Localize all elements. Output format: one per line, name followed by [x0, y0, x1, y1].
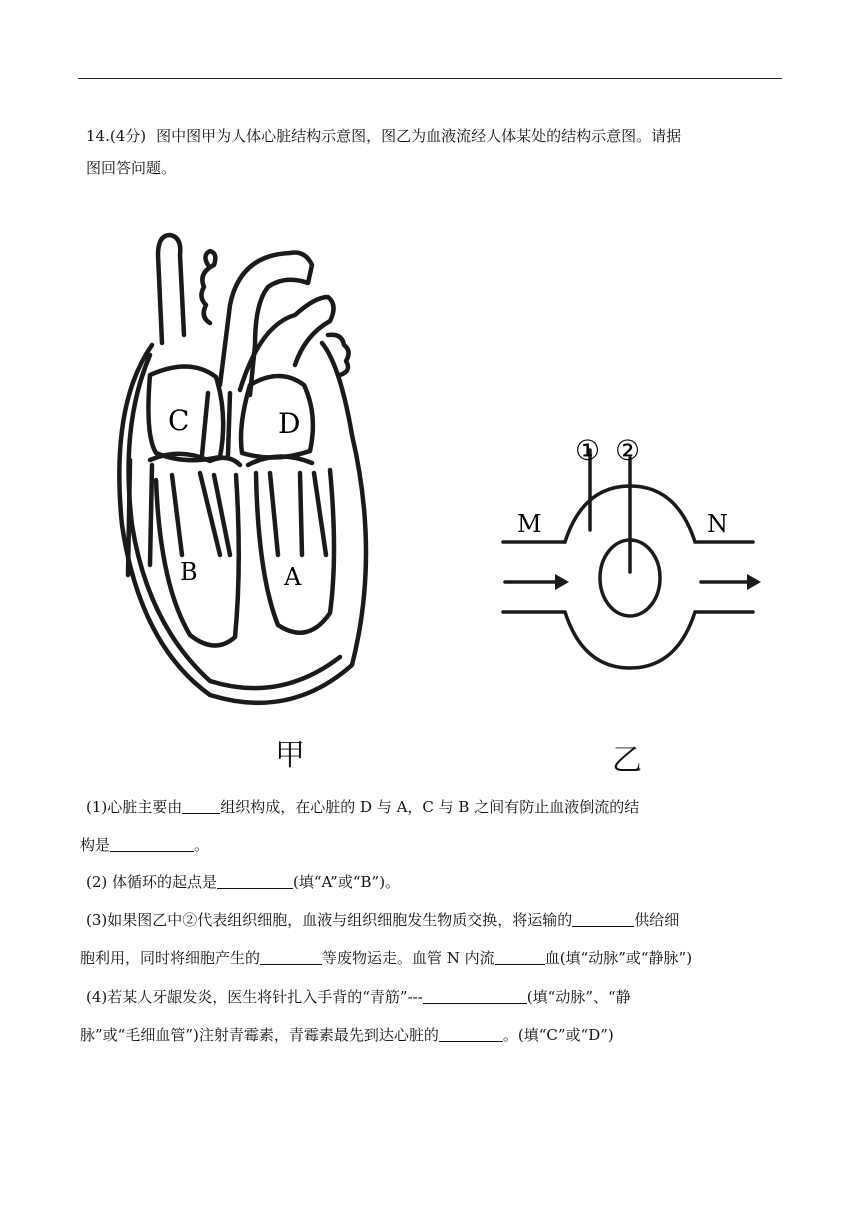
question-stem	[86, 120, 786, 184]
question-number: 14.(4分)	[86, 127, 147, 145]
q4-line-1	[86, 987, 631, 1007]
q4-blank-chamber[interactable]	[439, 1025, 503, 1042]
q1-text-d: 。	[194, 836, 210, 854]
q4-text-d: 。(填“C”或“D”)	[502, 1026, 614, 1044]
label-1: ①	[575, 434, 601, 467]
q3-text-a: (3)如果图乙中②代表组织细胞，血液与组织细胞发生物质交换，将运输的	[86, 911, 573, 929]
q4-line-2	[80, 1025, 614, 1045]
label-B: B	[180, 558, 198, 586]
q2-blank[interactable]	[217, 872, 293, 889]
q1-text-b: 组织构成，在心脏的 D 与 A，C 与 B 之间有防止血液倒流的结	[220, 798, 640, 816]
stem-line-2: 图回答问题。	[86, 159, 177, 177]
q1-line-1	[86, 797, 639, 817]
q4-text-a: (4)若某人牙龈发炎，医生将针扎入手背的“青筋”---	[86, 988, 423, 1006]
q4-blank-vessel[interactable]	[423, 987, 527, 1004]
q3-blank-blood[interactable]	[495, 948, 545, 965]
label-A: A	[284, 563, 302, 591]
q3-text-d: 等废物运走。血管 N 内流	[322, 949, 495, 967]
q1-blank-valve[interactable]	[110, 835, 194, 852]
q2-line	[86, 872, 400, 892]
q1-blank-tissue[interactable]	[182, 797, 220, 814]
q3-text-c: 胞利用，同时将细胞产生的	[80, 949, 261, 967]
label-D: D	[278, 407, 301, 440]
capillary-diagram	[495, 420, 765, 680]
q3-text-e: 血(填“动脉”或“静脉”)	[544, 949, 693, 967]
q3-text-b: 供给细	[634, 911, 680, 929]
q4-text-c: 脉”或“毛细血管”)注射青霉素，青霉素最先到达心脏的	[80, 1026, 439, 1044]
q3-blank-nutrients[interactable]	[572, 910, 634, 927]
label-C: C	[168, 404, 190, 437]
heart-diagram	[90, 225, 380, 725]
q2-text-b: (填“A”或“B”)。	[293, 873, 401, 891]
q3-line-1	[86, 910, 679, 930]
q2-text-a: (2) 体循环的起点是	[86, 873, 218, 891]
label-M: M	[517, 510, 542, 538]
label-2: ②	[615, 434, 641, 467]
label-N: N	[707, 510, 728, 538]
arrow-right-head	[747, 574, 761, 590]
q4-text-b: (填“动脉”、“静	[526, 988, 631, 1006]
arrow-left-head	[555, 574, 569, 590]
stem-line-1: 图中图甲为人体心脏结构示意图，图乙为血液流经人体某处的结构示意图。请据	[156, 127, 682, 145]
header-rule	[78, 78, 782, 79]
q1-text-c: 构是	[80, 836, 111, 854]
heart-drawing	[90, 225, 380, 725]
q1-text-a: (1)心脏主要由	[86, 798, 183, 816]
caption-yi: 乙	[612, 743, 642, 778]
q3-blank-waste[interactable]	[260, 948, 322, 965]
q3-line-2	[80, 948, 692, 968]
caption-jia: 甲	[275, 738, 305, 773]
capillary-drawing	[495, 420, 765, 680]
q1-line-2	[80, 835, 209, 855]
